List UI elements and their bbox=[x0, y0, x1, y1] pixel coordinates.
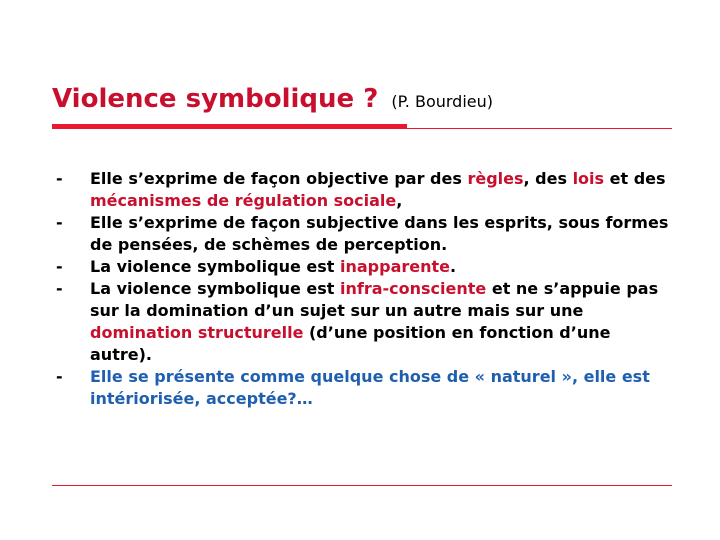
highlighted-term: règles bbox=[467, 169, 524, 188]
bullet-text: Elle se présente comme quelque chose de « naturel », elle est intériorisée, acceptée?… bbox=[90, 367, 650, 408]
highlighted-term: mécanismes de régulation sociale bbox=[90, 191, 397, 210]
bullet-text: et ne s’appuie pas sur la domination d’un sujet sur un autre mais sur une bbox=[90, 279, 659, 320]
highlighted-term: infra-consciente bbox=[340, 279, 487, 298]
slide-subtitle: (P. Bourdieu) bbox=[391, 92, 493, 111]
bullet-marker: - bbox=[56, 367, 63, 386]
bullet-text: , bbox=[396, 191, 403, 210]
slide-title-block bbox=[52, 84, 493, 114]
title-underline-thin bbox=[52, 128, 672, 129]
bullet-marker: - bbox=[56, 169, 63, 188]
highlighted-term: lois bbox=[572, 169, 605, 188]
bullet-text: La violence symbolique est bbox=[90, 279, 340, 298]
bullet-text: (d’une position en fonction d’une autre). bbox=[90, 323, 611, 364]
bullet-text: Elle s’exprime de façon subjective dans les esprits, sous formes de pensées, de schèmes de perception. bbox=[90, 213, 669, 254]
highlighted-term: inapparente bbox=[340, 257, 451, 276]
bullet-item bbox=[52, 256, 672, 278]
bullet-list bbox=[52, 168, 672, 410]
highlighted-term: domination structurelle bbox=[90, 323, 304, 342]
bullet-text: et des bbox=[604, 169, 666, 188]
bullet-item bbox=[52, 212, 672, 256]
bullet-text: La violence symbolique est bbox=[90, 257, 340, 276]
bullet-marker: - bbox=[56, 257, 63, 276]
bullet-text: Elle s’exprime de façon objective par des bbox=[90, 169, 468, 188]
bullet-item bbox=[52, 366, 672, 410]
bullet-marker: - bbox=[56, 279, 63, 298]
bullet-text: , des bbox=[523, 169, 573, 188]
slide-title: Violence symbolique ? bbox=[52, 84, 379, 114]
bullet-item bbox=[52, 278, 672, 366]
bottom-divider bbox=[52, 485, 672, 486]
bullet-marker: - bbox=[56, 213, 63, 232]
bullet-text: . bbox=[450, 257, 457, 276]
bullet-item bbox=[52, 168, 672, 212]
